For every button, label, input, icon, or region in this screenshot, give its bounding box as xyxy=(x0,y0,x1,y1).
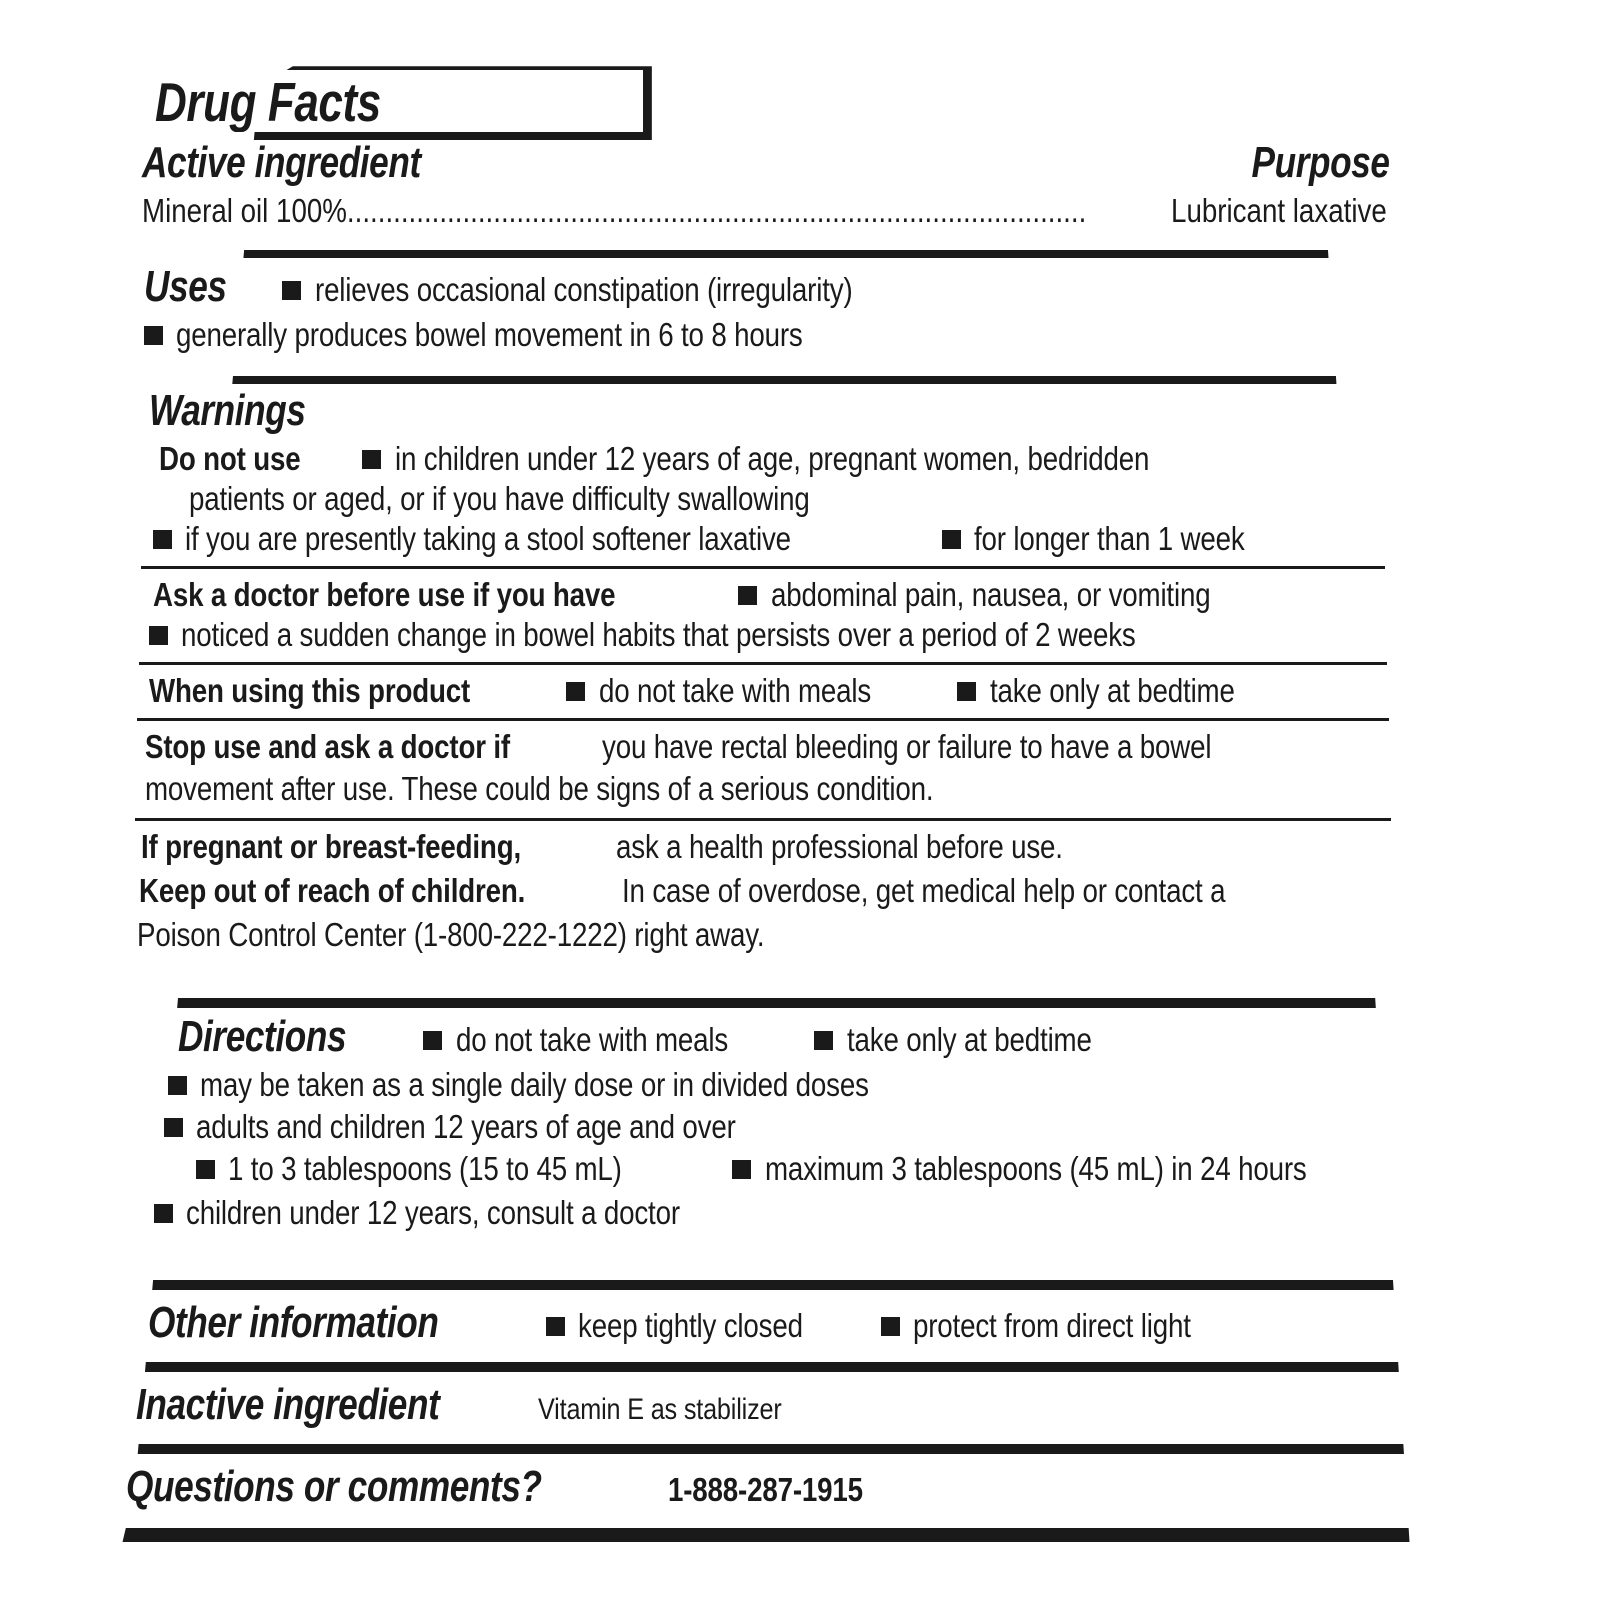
uses-item-1: generally produces bowel movement in 6 to 8 hours xyxy=(176,316,804,353)
directions-item-0: may be taken as a single daily dose or in divided doses xyxy=(200,1066,870,1103)
active-ingredient-section xyxy=(132,140,1404,250)
when-using-label: When using this product xyxy=(149,672,471,709)
bullet-icon xyxy=(423,1031,442,1050)
directions-sub-0: 1 to 3 tablespoons (15 to 45 mL) xyxy=(228,1150,623,1187)
bullet-icon xyxy=(154,1204,173,1223)
panel-interior xyxy=(108,58,1428,1548)
bullet-icon xyxy=(881,1317,900,1336)
inactive-ingredient-text: Vitamin E as stabilizer xyxy=(538,1393,782,1426)
directions-inline-1: take only at bedtime xyxy=(846,1021,1092,1058)
uses-item-0: relieves occasional constipation (irregularity) xyxy=(314,271,853,308)
dot-leader: ................................................................................................ xyxy=(346,192,1087,229)
bullet-icon xyxy=(942,530,961,549)
bullet-icon xyxy=(149,626,168,645)
bullet-icon xyxy=(282,281,301,300)
other-information-section xyxy=(116,1290,1408,1362)
keep-out-text-1: In case of overdose, get medical help or contact a xyxy=(621,872,1225,909)
pregnancy-text: ask a health professional before use. xyxy=(616,828,1064,865)
uses-heading: Uses xyxy=(144,262,227,311)
other-information-item-1: protect from direct light xyxy=(913,1307,1192,1344)
warnings-heading: Warnings xyxy=(149,386,306,435)
ask-doctor-label: Ask a doctor before use if you have xyxy=(153,576,616,613)
warnings-divider xyxy=(135,818,1391,821)
warnings-divider xyxy=(141,566,1385,569)
do-not-use-item-1: in children under 12 years of age, pregnant women, bedridden xyxy=(394,440,1150,477)
stop-use-text-2: movement after use. These could be signs of a serious condition. xyxy=(145,770,934,807)
stop-use-text-1: you have rectal bleeding or failure to have a bowel xyxy=(602,728,1212,765)
do-not-use-item-3: for longer than 1 week xyxy=(974,520,1245,557)
purpose-heading: Purpose xyxy=(1251,140,1390,187)
bullet-icon xyxy=(566,682,585,701)
bullet-icon xyxy=(738,586,757,605)
do-not-use-label: Do not use xyxy=(159,440,301,477)
warnings-section xyxy=(135,384,1393,998)
bullet-icon xyxy=(546,1317,565,1336)
stop-use-label: Stop use and ask a doctor if xyxy=(145,728,510,765)
bullet-icon xyxy=(814,1031,833,1050)
keep-out-text-2: Poison Control Center (1-800-222-1222) right away. xyxy=(137,916,765,953)
active-ingredient-heading: Active ingredient xyxy=(142,140,421,187)
active-ingredient-name: Mineral oil 100% xyxy=(142,192,347,229)
bullet-icon xyxy=(957,682,976,701)
warnings-divider xyxy=(137,718,1389,721)
other-information-heading: Other information xyxy=(148,1298,439,1347)
uses-section xyxy=(134,258,1396,376)
directions-inline-0: do not take with meals xyxy=(455,1021,728,1058)
drug-facts-panel xyxy=(108,58,1428,1548)
purpose-value: Lubricant laxative xyxy=(1171,192,1387,229)
title-row xyxy=(133,70,643,132)
directions-last-item: children under 12 years, consult a doctor xyxy=(186,1194,681,1231)
bullet-icon xyxy=(732,1160,751,1179)
questions-phone: 1-888-287-1915 xyxy=(668,1471,864,1508)
bullet-icon xyxy=(196,1160,215,1179)
inactive-ingredient-section xyxy=(112,1372,1409,1444)
ask-doctor-item-2: noticed a sudden change in bowel habits that persists over a period of 2 weeks xyxy=(181,616,1137,653)
bullet-icon xyxy=(144,326,163,345)
directions-item-1: adults and children 12 years of age and over xyxy=(196,1108,737,1145)
ask-doctor-item-1: abdominal pain, nausea, or vomiting xyxy=(770,576,1211,613)
pregnancy-label: If pregnant or breast-feeding, xyxy=(141,828,521,865)
page-title: Drug Facts xyxy=(155,71,381,132)
warnings-divider xyxy=(139,662,1387,665)
do-not-use-item-2: if you are presently taking a stool softener laxative xyxy=(185,520,792,557)
questions-heading: Questions or comments? xyxy=(126,1462,542,1511)
directions-section xyxy=(124,1008,1406,1280)
bullet-icon xyxy=(362,450,381,469)
questions-section xyxy=(108,1454,1410,1528)
bullet-icon xyxy=(164,1118,183,1137)
when-using-item-1: do not take with meals xyxy=(598,672,871,709)
directions-sub-1: maximum 3 tablespoons (45 mL) in 24 hours xyxy=(764,1150,1307,1187)
directions-heading: Directions xyxy=(178,1012,347,1061)
other-information-item-0: keep tightly closed xyxy=(578,1307,804,1344)
when-using-item-2: take only at bedtime xyxy=(989,672,1235,709)
bullet-icon xyxy=(153,530,172,549)
bullet-icon xyxy=(168,1076,187,1095)
do-not-use-item-1-cont: patients or aged, or if you have difficulty swallowing xyxy=(189,480,810,517)
keep-out-label: Keep out of reach of children. xyxy=(139,872,526,909)
inactive-ingredient-heading: Inactive ingredient xyxy=(136,1380,440,1429)
